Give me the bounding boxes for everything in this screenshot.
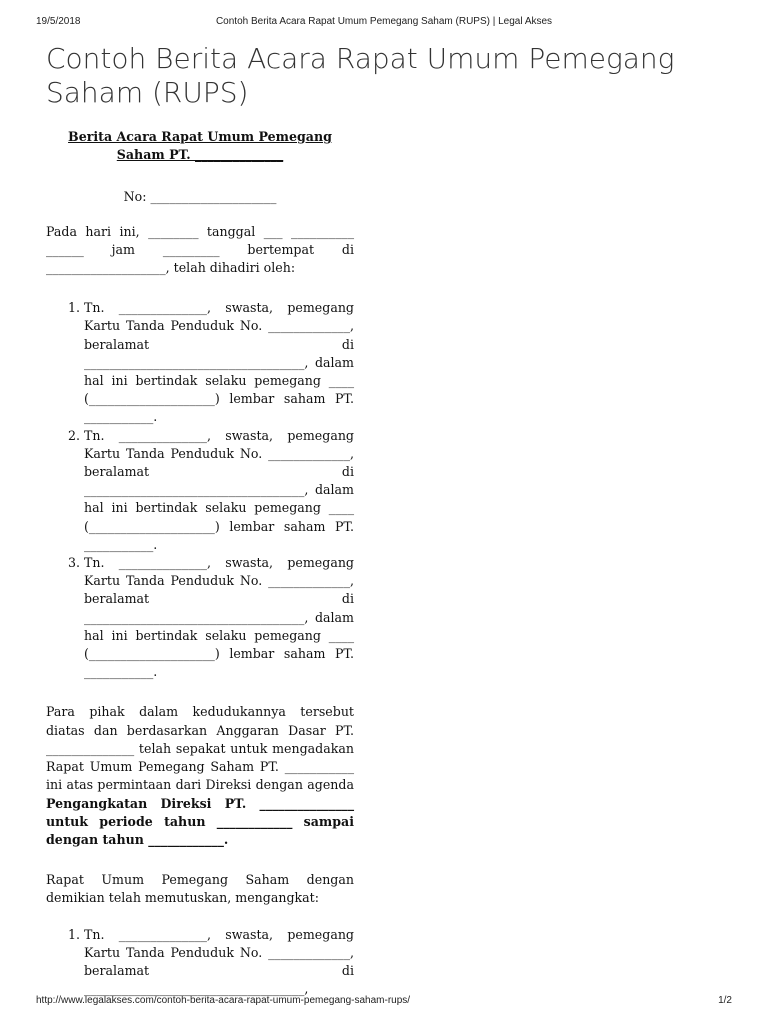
print-header	[36, 16, 732, 30]
document-number: No: ____________________	[123, 189, 277, 205]
list-item: 1. Tn. ______________, swasta, pemegang Kartu Tanda Penduduk No. _____________, beralamat di ___________________________________, dalam hal ini bertindak selaku pemegang ____ (____________________) lembar saham PT. ___________.	[84, 299, 354, 426]
agreement-text: Para pihak dalam kedudukannya tersebut diatas dan berdasarkan Anggaran Dasar PT. ______________ telah sepakat untuk mengadakan Rapat Umum Pemegang Saham PT. ___________ ini atas permintaan dari Direksi dengan agenda	[46, 704, 354, 793]
opening-paragraph: Pada hari ini, ________ tanggal ___ __________ ______ jam _________ bertempat di ___________________, telah dihadiri oleh:	[46, 223, 354, 276]
document-title: Berita Acara Rapat Umum Pemegang Saham PT. ______________	[68, 129, 332, 163]
agenda-text: Pengangkatan Direksi PT. _______________ untuk periode tahun ____________ sampai dengan tahun ____________.	[46, 795, 354, 847]
document-body	[46, 128, 354, 998]
attendee-list	[46, 299, 354, 681]
appointee-list	[46, 926, 354, 999]
page-title: Contoh Berita Acara Rapat Umum Pemegang Saham (RUPS)	[46, 42, 675, 109]
source-url: http://www.legalakses.com/contoh-berita-acara-rapat-umum-pemegang-saham-rups/	[36, 995, 411, 1006]
print-footer	[36, 995, 732, 1009]
decision-paragraph: Rapat Umum Pemegang Saham dengan demikian telah memutuskan, mengangkat:	[46, 872, 354, 906]
list-item: 1. Tn. ______________, swasta, pemegang Kartu Tanda Penduduk No. _____________, beralamat di ___________________________________,	[84, 926, 354, 999]
print-page-title: Contoh Berita Acara Rapat Umum Pemegang Saham (RUPS) | Legal Akses	[215, 16, 553, 27]
print-date: 19/5/2018	[36, 16, 81, 27]
list-item: 2. Tn. ______________, swasta, pemegang Kartu Tanda Penduduk No. _____________, beralamat di ___________________________________, dalam hal ini bertindak selaku pemegang ____ (____________________) lembar saham PT. ___________.	[84, 427, 354, 554]
page-number: 1/2	[718, 995, 732, 1006]
agreement-paragraph	[46, 703, 354, 849]
list-item: 3. Tn. ______________, swasta, pemegang Kartu Tanda Penduduk No. _____________, beralamat di ___________________________________, dalam hal ini bertindak selaku pemegang ____ (____________________) lembar saham PT. ___________.	[84, 554, 354, 681]
